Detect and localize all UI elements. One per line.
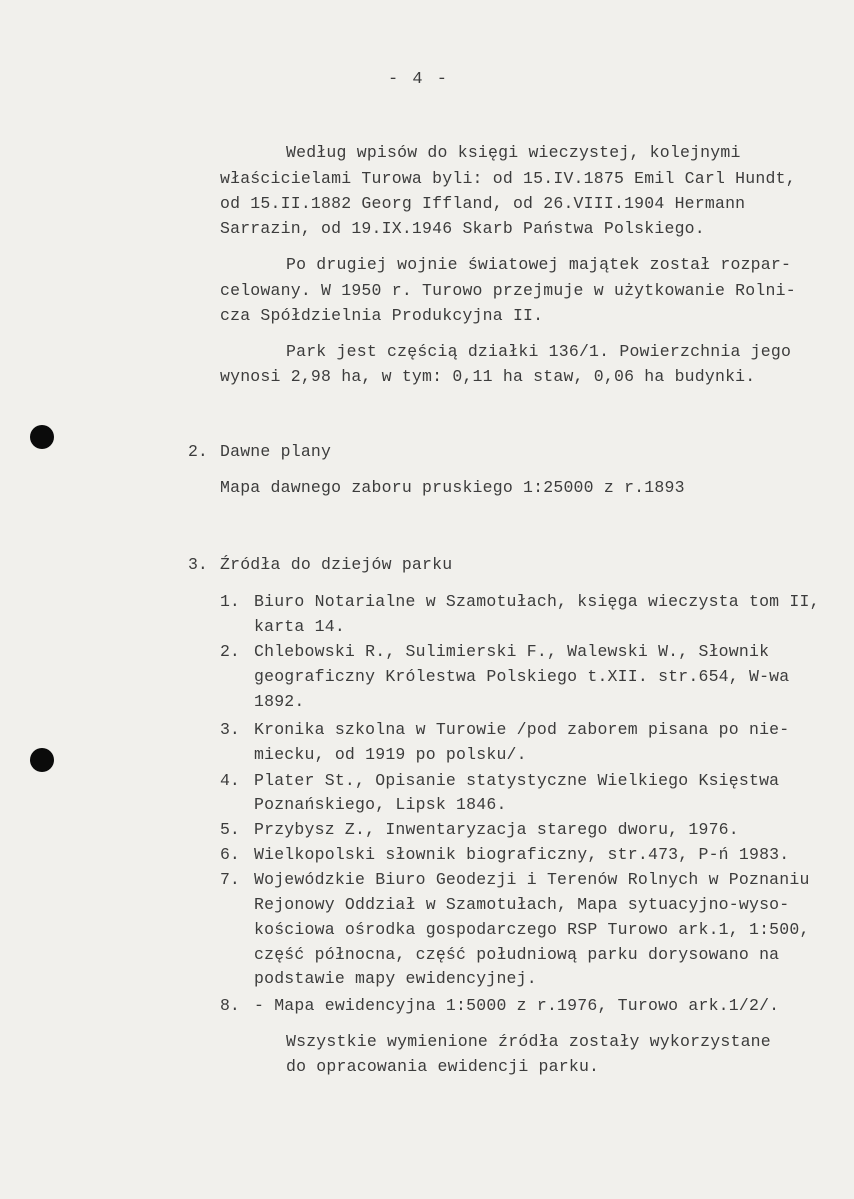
source-item-line: karta 14. [254,617,345,636]
source-item-number: 7. [220,870,240,889]
source-item-number: 4. [220,771,240,790]
section3-title: Źródła do dziejów parku [220,555,453,574]
source-item-line: Przybysz Z., Inwentaryzacja starego dworu, 1976. [254,820,739,839]
para2-line: Po drugiej wojnie światowej majątek został rozpar- [286,255,792,274]
para1-line: Według wpisów do księgi wieczystej, kolejnymi [286,143,741,162]
source-item-line: 1892. [254,692,305,711]
source-item-line: - Mapa ewidencyjna 1:5000 z r.1976, Turowo ark.1/2/. [254,996,780,1015]
source-item-line: Rejonowy Oddział w Szamotułach, Mapa sytuacyjno-wyso- [254,895,790,914]
para2-line: celowany. W 1950 r. Turowo przejmuje w użytkowanie Rolni- [220,281,796,300]
para1-line: Sarrazin, od 19.IX.1946 Skarb Państwa Polskiego. [220,219,705,238]
source-item-line: miecku, od 1919 po polsku/. [254,745,527,764]
closing-line: Wszystkie wymienione źródła zostały wykorzystane [286,1032,771,1051]
punch-hole-bottom [30,748,54,772]
section2-number: 2. [188,442,208,461]
source-item-line: podstawie mapy ewidencyjnej. [254,969,537,988]
para3-line: wynosi 2,98 ha, w tym: 0,11 ha staw, 0,06 ha budynki. [220,367,756,386]
para1-line: właścicielami Turowa byli: od 15.IV.1875 Emil Carl Hundt, [220,169,796,188]
para3-line: Park jest częścią działki 136/1. Powierzchnia jego [286,342,792,361]
source-item-number: 5. [220,820,240,839]
section2-title: Dawne plany [220,442,332,461]
source-item-line: Wielkopolski słownik biograficzny, str.473, P-ń 1983. [254,845,790,864]
section2-text: Mapa dawnego zaboru pruskiego 1:25000 z r.1893 [220,478,685,497]
source-item-line: Plater St., Opisanie statystyczne Wielkiego Księstwa [254,771,780,790]
source-item-number: 3. [220,720,240,739]
source-item-line: Wojewódzkie Biuro Geodezji i Terenów Rolnych w Poznaniu [254,870,810,889]
source-item-line: kościowa ośrodka gospodarczego RSP Turowo ark.1, 1:500, [254,920,810,939]
punch-hole-top [30,425,54,449]
source-item-line: geograficzny Królestwa Polskiego t.XII. str.654, W-wa [254,667,790,686]
source-item-number: 1. [220,592,240,611]
source-item-line: Biuro Notarialne w Szamotułach, księga wieczysta tom II, [254,592,820,611]
source-item-line: Poznańskiego, Lipsk 1846. [254,795,507,814]
source-item-number: 6. [220,845,240,864]
closing-line: do opracowania ewidencji parku. [286,1057,600,1076]
section3-number: 3. [188,555,208,574]
para2-line: cza Spółdzielnia Produkcyjna II. [220,306,544,325]
source-item-number: 2. [220,642,240,661]
source-item-number: 8. [220,996,240,1015]
para1-line: od 15.II.1882 Georg Iffland, od 26.VIII.1904 Hermann [220,194,746,213]
source-item-line: Chlebowski R., Sulimierski F., Walewski W., Słownik [254,642,770,661]
page-number: - 4 - [388,70,450,89]
source-item-line: Kronika szkolna w Turowie /pod zaborem pisana po nie- [254,720,790,739]
source-item-line: część północna, część południową parku dorysowano na [254,945,780,964]
